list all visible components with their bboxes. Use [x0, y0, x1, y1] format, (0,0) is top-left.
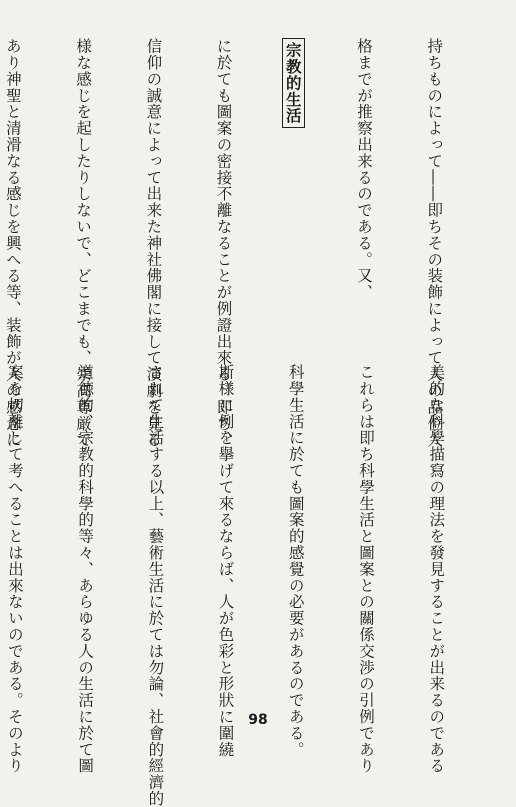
upper-text-column: [3, 38, 492, 448]
text-line: されて生活する以上、藝術生活に於ては勿論、社會的經濟的: [146, 364, 165, 807]
inline-heading-religious-life: [281, 38, 304, 320]
text-line: 科學生活に於ても圖案的感覺の必要があるのである。: [286, 364, 305, 758]
text-line: あり神聖と清滑なる感じを興へる等、装飾が人の感念に: [3, 38, 22, 448]
text-line: これらは即ち科學生活と圖案との關係交渉の引例であり: [356, 364, 375, 774]
text-line: 格までが推察出来るのである。又、: [354, 38, 373, 301]
text-line: 美的な科學描寫の理法を發見することが出来るのである: [427, 364, 446, 774]
page-number: 98: [248, 712, 268, 728]
text-line: 持ちものによって――即ちその装飾によって人の品位人: [425, 38, 444, 448]
text-line: 信仰の誠意によって出来た神社佛閣に接して演劇を見る: [144, 38, 163, 448]
boxed-heading-text: 宗教的生活: [282, 38, 305, 128]
text-line: に於ても圖案の密接不離なることが例證出來る。即ち、: [214, 38, 233, 448]
text-line: 案を切離して考へることは出來ないのである。そのより: [5, 364, 24, 774]
text-line: 斯様に例を擧げて來るならば、人が色彩と形狀に圍繞: [216, 364, 235, 758]
text-line: 道徳的、宗教的科學的等々、あらゆる人の生活に於て圖: [76, 364, 95, 774]
text-line: 様な感じを起したりしないで、どこまでも、崇高尊厳で: [74, 38, 93, 448]
